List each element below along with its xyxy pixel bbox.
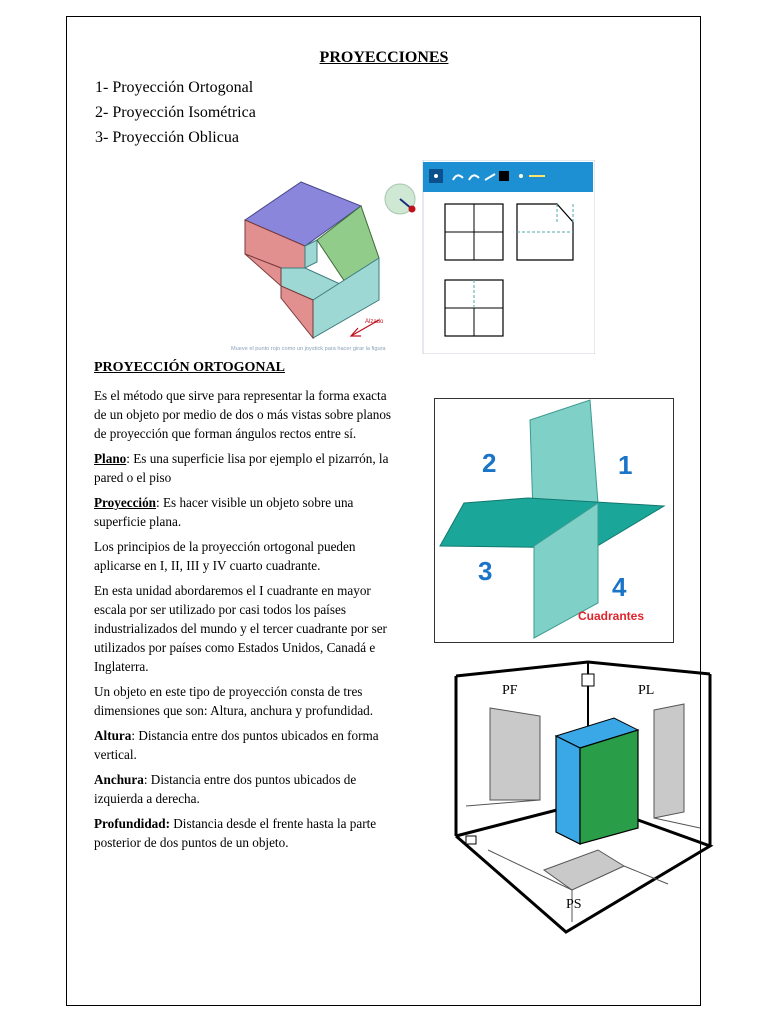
quadrant-label-4: 4: [612, 572, 627, 602]
quadrant-label-2: 2: [482, 448, 497, 478]
paragraph-altura: [94, 726, 394, 764]
plane-label-pl: PL: [638, 683, 655, 698]
topic-list: [95, 75, 256, 150]
paragraph-anchura: [94, 770, 394, 808]
plano-definition: : Es una superficie lisa por ejemplo el pizarrón, la pared o el piso: [94, 451, 389, 485]
altura-definition: : Distancia entre dos puntos ubicados en forma vertical.: [94, 728, 379, 762]
object-side-face: [580, 730, 638, 844]
profundidad-definition: Distancia desde el frente hasta la parte posterior de dos puntos de un objeto.: [94, 816, 377, 850]
floor-plane-projection: [544, 850, 624, 890]
figure-hint: Mueve el punto rojo como un joystick para hacer girar la figura: [231, 346, 386, 352]
corner-marker-icon: [582, 674, 594, 686]
body-text: [94, 386, 394, 858]
proyeccion-definition: : Es hacer visible un objeto sobre una superficie plana.: [94, 495, 354, 529]
quadrant-label-3: 3: [478, 556, 493, 586]
section-heading: PROYECCIÓN ORTOGONAL: [94, 360, 285, 375]
topic-item: 3- Proyección Oblicua: [95, 129, 239, 146]
paragraph-principles: Los principios de la proyección ortogonal pueden aplicarse en I, II, III y IV cuarto cuadrante.: [94, 539, 356, 573]
topic-item: 2- Proyección Isométrica: [95, 104, 256, 121]
term-plano: Plano: [94, 451, 127, 466]
plane-label-pf: PF: [502, 683, 518, 698]
term-altura: Altura: [94, 728, 132, 743]
projection-software-figure: [229, 160, 595, 354]
quadrant-label-1: 1: [618, 450, 633, 480]
paragraph-plano: [94, 449, 394, 487]
floor-marker-icon: [466, 836, 476, 844]
anchura-definition: : Distancia entre dos puntos ubicados de izquierda a derecha.: [94, 772, 357, 806]
alzado-label: Alzado: [365, 319, 384, 325]
quadrants-caption: Cuadrantes: [578, 609, 645, 623]
paragraph-profundidad: [94, 814, 394, 852]
paragraph-quadrants: En esta unidad abordaremos el I cuadrante en mayor escala por ser utilizado por casi todos los países industrializados del mundo y el tercer cuadrante por ser utilizados por países como Estados Unidos, Canadá e Inglaterra.: [94, 583, 387, 674]
toolbar-color-icon: [499, 171, 509, 181]
page-title: PROYECCIONES: [319, 49, 449, 66]
toolbar-dot-icon: [519, 174, 523, 178]
object-front-face: [556, 736, 580, 844]
term-anchura: Anchura: [94, 772, 144, 787]
plane-label-ps: PS: [566, 897, 582, 912]
projection-planes-figure: [448, 660, 718, 942]
side-plane-projection: [654, 704, 684, 818]
paragraph-proyeccion: [94, 493, 394, 531]
term-proyeccion: Proyección: [94, 495, 157, 510]
joystick-red-point: [409, 206, 416, 213]
front-plane-projection: [490, 708, 540, 800]
term-profundidad: Profundidad:: [94, 816, 170, 831]
paragraph-definition: Es el método que sirve para representar la forma exacta de un objeto por medio de dos o más vistas sobre planos de proyección que forman ángulos rectos entre sí.: [94, 388, 392, 441]
quadrants-figure: [434, 398, 674, 643]
paragraph-dimensions: Un objeto en este tipo de proyección consta de tres dimensiones que son: Altura, anchura y profundidad.: [94, 684, 374, 718]
topic-item: 1- Proyección Ortogonal: [95, 79, 254, 96]
